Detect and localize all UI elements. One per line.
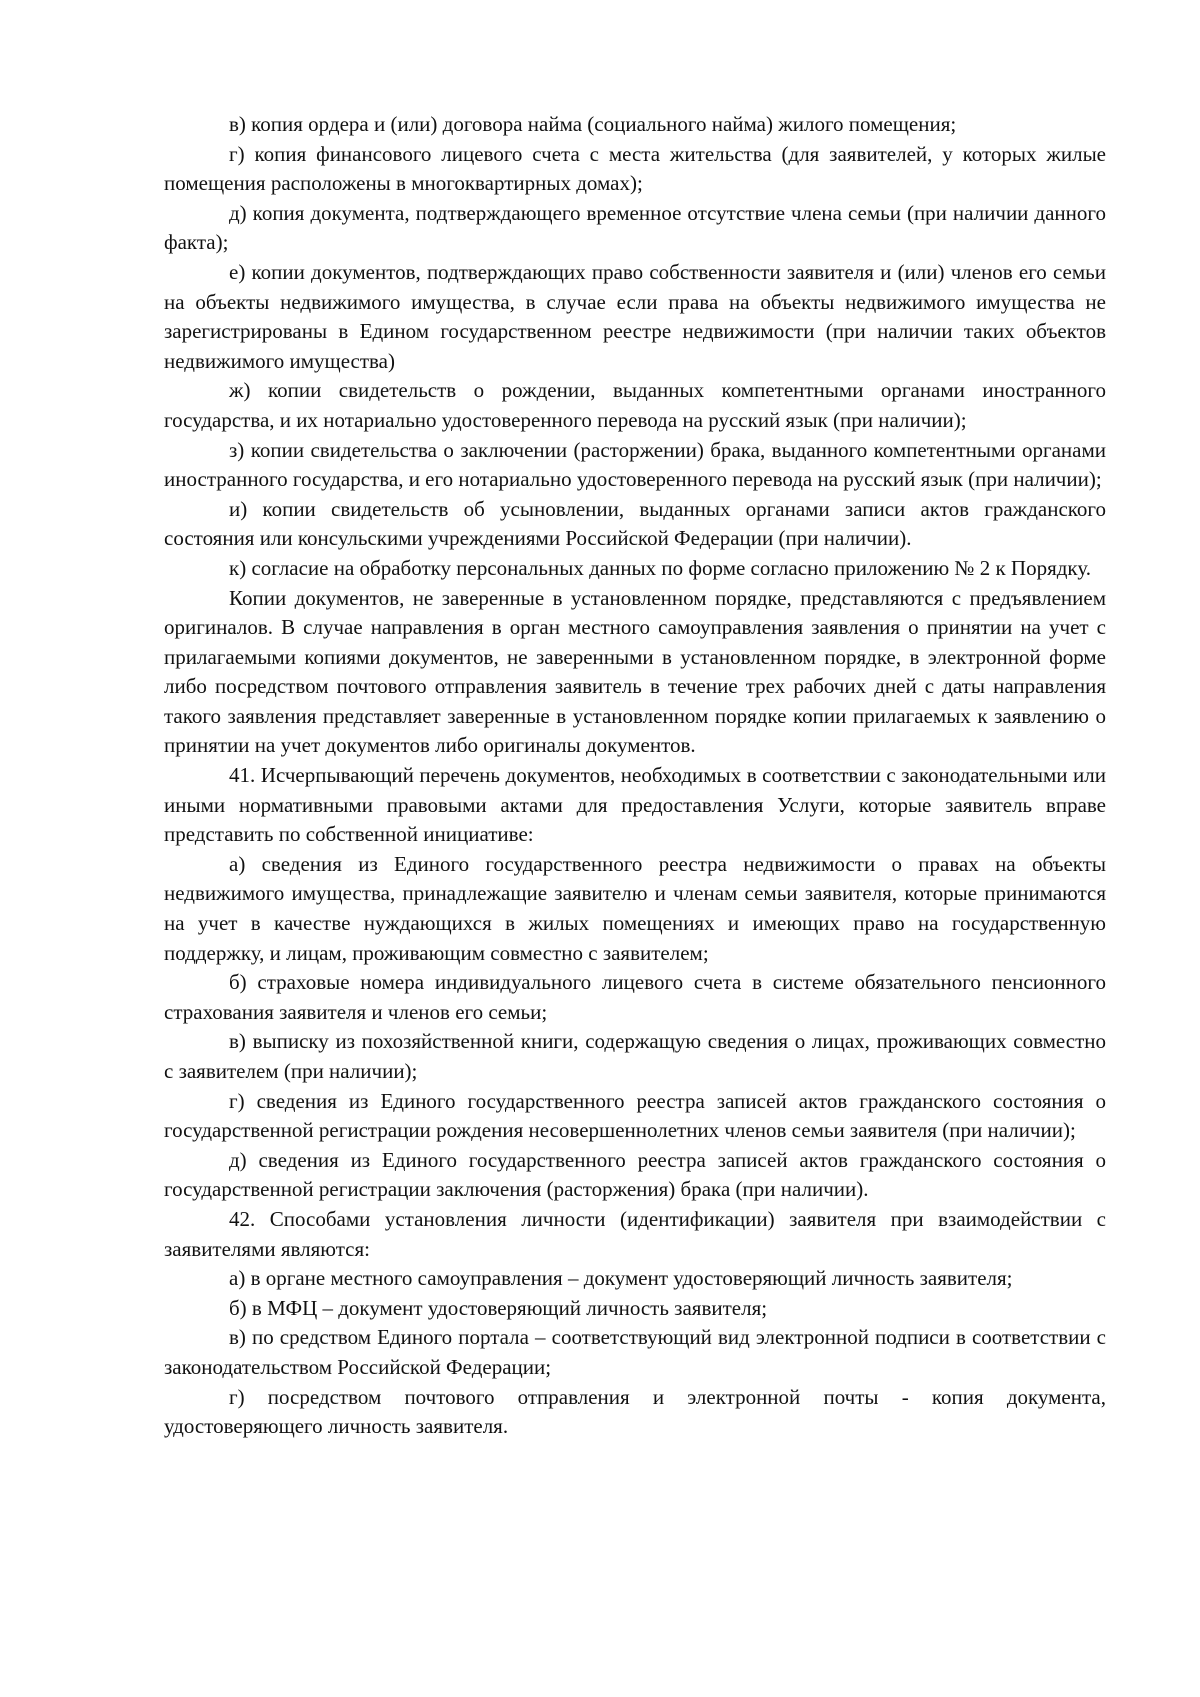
paragraph-e-property-rights: е) копии документов, подтверждающих право собственности заявителя и (или) членов его семьи на объекты недвижимого имущества, в случае если права на объекты недвижимого имущества не зарегистрированы в Едином государственном реестре недвижимости (при наличии таких объектов недвижимого имущества) [164,259,1106,373]
paragraph-v-order-copy: в) копия ордера и (или) договора найма (социального найма) жилого помещения; [229,112,957,136]
paragraph-g-financial-account: г) копия финансового лицевого счета с места жительства (для заявителей, у которых жилые помещения расположены в многоквартирных домах); [164,141,1106,196]
paragraph-i-adoption-certificates: и) копии свидетельств об усыновлении, выданных органами записи актов гражданского состояния или консульскими учреждениями Российской Федерации (при наличии). [164,496,1106,551]
paragraph-k-personal-data-consent: к) согласие на обработку персональных данных по форме согласно приложению № 2 к Порядку. [229,555,1091,580]
paragraph-uncertified-copies: Копии документов, не заверенные в установленном порядке, представляются с предъявлением оригиналов. В случае направления в орган местного самоуправления заявления о принятии на учет с прилагаемыми копиями документов, не заверенными в установленном порядке, в электронной форме либо посредством почтового отправления заявитель в течение трех рабочих дней с даты направления такого заявления представляет заверенные в установленном порядке копии прилагаемых к заявлению о принятии на учет документов либо оригиналы документов. [164,585,1106,758]
paragraph-a-local-government: а) в органе местного самоуправления – документ удостоверяющий личность заявителя; [229,1266,1013,1291]
paragraph-z-marriage-certificate: з) копии свидетельства о заключении (расторжении) брака, выданного компетентными органами иностранного государства, и его нотариально удостоверенного перевода на русский язык (при наличии); [164,437,1106,492]
paragraph-b-mfc: б) в МФЦ – документ удостоверяющий личность заявителя; [229,1295,768,1320]
paragraph-d-marriage-registration: д) сведения из Единого государственного реестра записей актов гражданского состояния о государственной регистрации заключения (расторжения) брака (при наличии). [164,1147,1106,1202]
paragraph-41-document-list: 41. Исчерпывающий перечень документов, необходимых в соответствии с законодательными или иными нормативными правовыми актами для предоставления Услуги, которые заявитель вправе представить по собственной инициативе: [164,763,1106,847]
paragraph-b-insurance-numbers: б) страховые номера индивидуального лицевого счета в системе обязательного пенсионного страхования заявителя и членов его семьи; [164,970,1106,1024]
document-body [164,110,1106,1442]
paragraph-v-unified-portal: в) по средством Единого портала – соответствующий вид электронной подписи в соответствии с законодательством Российской Федерации; [164,1325,1106,1379]
paragraph-g-postal-email: г) посредством почтового отправления и электронной почты - копия документа, удостоверяющего личность заявителя. [164,1384,1106,1439]
paragraph-g-birth-registration: г) сведения из Единого государственного реестра записей актов гражданского состояния о государственной регистрации рождения несовершеннолетних членов семьи заявителя (при наличии); [164,1088,1106,1143]
paragraph-v-household-book: в) выписку из похозяйственной книги, содержащую сведения о лицах, проживающих совместно с заявителем (при наличии); [164,1029,1106,1083]
paragraph-a-registry-info: а) сведения из Единого государственного реестра недвижимости о правах на объекты недвижимого имущества, принадлежащие заявителю и членам семьи заявителя, которые принимаются на учет в качестве нуждающихся в жилых помещениях и имеющих право на государственную поддержку, и лицам, проживающим совместно с заявителем; [164,851,1106,965]
paragraph-42-identification: 42. Способами установления личности (идентификации) заявителя при взаимодействии с заявителями являются: [164,1206,1106,1261]
paragraph-zh-birth-certificates: ж) копии свидетельств о рождении, выданных компетентными органами иностранного государства, и их нотариально удостоверенного перевода на русский язык (при наличии); [164,378,1106,432]
paragraph-d-temporary-absence: д) копия документа, подтверждающего временное отсутствие члена семьи (при наличии данного факта); [164,200,1106,255]
